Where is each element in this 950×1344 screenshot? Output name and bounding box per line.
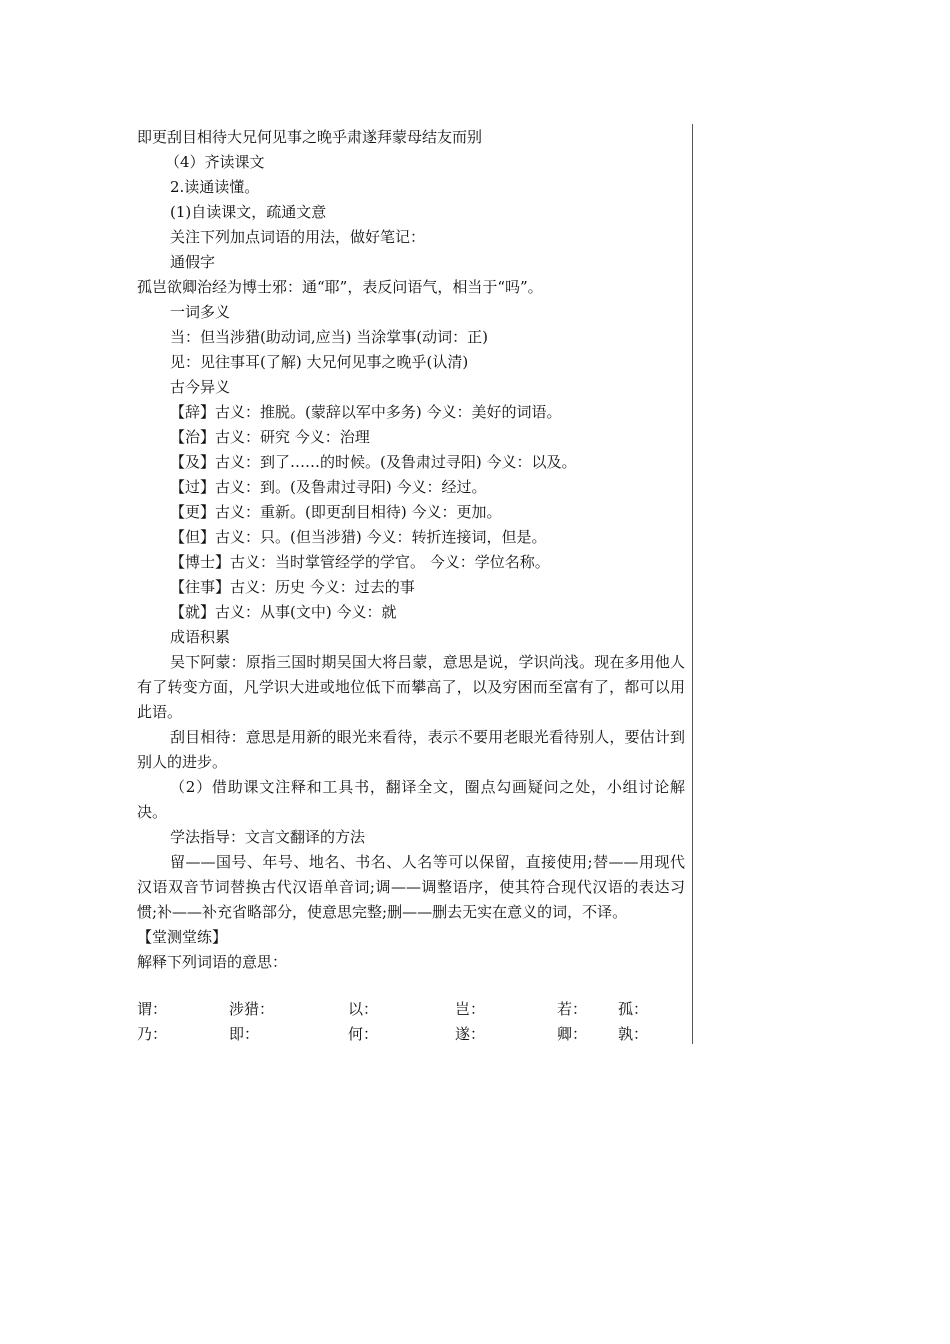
section-heading: 一词多义 <box>170 303 231 321</box>
document-body <box>137 125 685 975</box>
text-line: 当：但当涉猎(助动词,应当) 当涂掌事(动词：正) <box>170 328 488 346</box>
text-line: 2.读通读懂。 <box>170 178 260 196</box>
section-heading: 古今异义 <box>170 378 231 396</box>
text-line: (1)自读课文，疏通文意 <box>170 203 327 221</box>
text-line: 【过】古义：到。(及鲁肃过寻阳) 今义：经过。 <box>170 478 487 496</box>
vocab-item: 卿： <box>557 1025 588 1043</box>
vocab-item: 孤： <box>618 1000 649 1018</box>
vocab-item: 谓： <box>137 1000 168 1018</box>
vocab-row <box>137 1023 685 1048</box>
paragraph: 吴下阿蒙：原指三国时期吴国大将吕蒙，意思是说，学识尚浅。现在多用他人有了转变方面，凡学识大进或地位低下而攀高了，以及穷困而至富有了，都可以用此语。 <box>137 653 685 721</box>
text-line: 【辞】古义：推脱。(蒙辞以军中多务) 今义：美好的词语。 <box>170 403 562 421</box>
text-line: 即更刮目相待大兄何见事之晚乎肃遂拜蒙母结友而别 <box>137 128 483 146</box>
vocab-item: 岂： <box>455 1000 486 1018</box>
vocab-item: 遂： <box>455 1025 486 1043</box>
paragraph: （2）借助课文注释和工具书，翻译全文，圈点勾画疑问之处，小组讨论解决。 <box>137 778 685 821</box>
paragraph: 刮目相待：意思是用新的眼光来看待，表示不要用老眼光看待别人，要估计到别人的进步。 <box>137 728 685 771</box>
vocab-item: 乃： <box>137 1025 168 1043</box>
text-line: 关注下列加点词语的用法，做好笔记： <box>170 228 426 246</box>
text-line: 孤岂欲卿治经为博士邪：通“耶”，表反问语气，相当于“吗”。 <box>137 278 543 296</box>
vocab-row <box>137 998 685 1023</box>
text-line: 【往事】古义：历史 今义：过去的事 <box>170 578 415 596</box>
text-line: 【更】古义：重新。(即更刮目相待) 今义：更加。 <box>170 503 502 521</box>
text-line: 见：见往事耳(了解) 大兄何见事之晚乎(认清) <box>170 353 469 371</box>
section-heading: 成语积累 <box>170 628 231 646</box>
vocab-item: 即： <box>229 1025 260 1043</box>
vocab-item: 涉猎： <box>229 1000 275 1018</box>
vocab-item: 何： <box>348 1025 379 1043</box>
vocab-item: 孰： <box>618 1025 649 1043</box>
section-heading: 通假字 <box>170 253 216 271</box>
text-line: （4）齐读课文 <box>165 153 265 171</box>
text-line: 【但】古义：只。(但当涉猎) 今义：转折连接词，但是。 <box>170 528 547 546</box>
text-line: 【就】古义：从事(文中) 今义：就 <box>170 603 397 621</box>
paragraph: 留——国号、年号、地名、书名、人名等可以保留，直接使用;替——用现代汉语双音节词替换古代汉语单音词;调——调整语序，使其符合现代汉语的表达习惯;补——补充省略部分，使意思完整;删——删去无实在意义的词，不译。 <box>137 853 685 921</box>
section-heading: 【堂测堂练】 <box>137 928 228 946</box>
vocab-item: 以： <box>348 1000 379 1018</box>
text-line: 【治】古义：研究 今义：治理 <box>170 428 370 446</box>
text-line: 学法指导：文言文翻译的方法 <box>170 828 366 846</box>
text-line: 解释下列词语的意思： <box>137 953 288 971</box>
vocab-item: 若： <box>557 1000 588 1018</box>
table-border-right <box>692 124 693 1044</box>
text-line: 【博士】古义：当时掌管经学的学官。 今义：学位名称。 <box>170 553 550 571</box>
text-line: 【及】古义：到了……的时候。(及鲁肃过寻阳) 今义：以及。 <box>170 453 577 471</box>
